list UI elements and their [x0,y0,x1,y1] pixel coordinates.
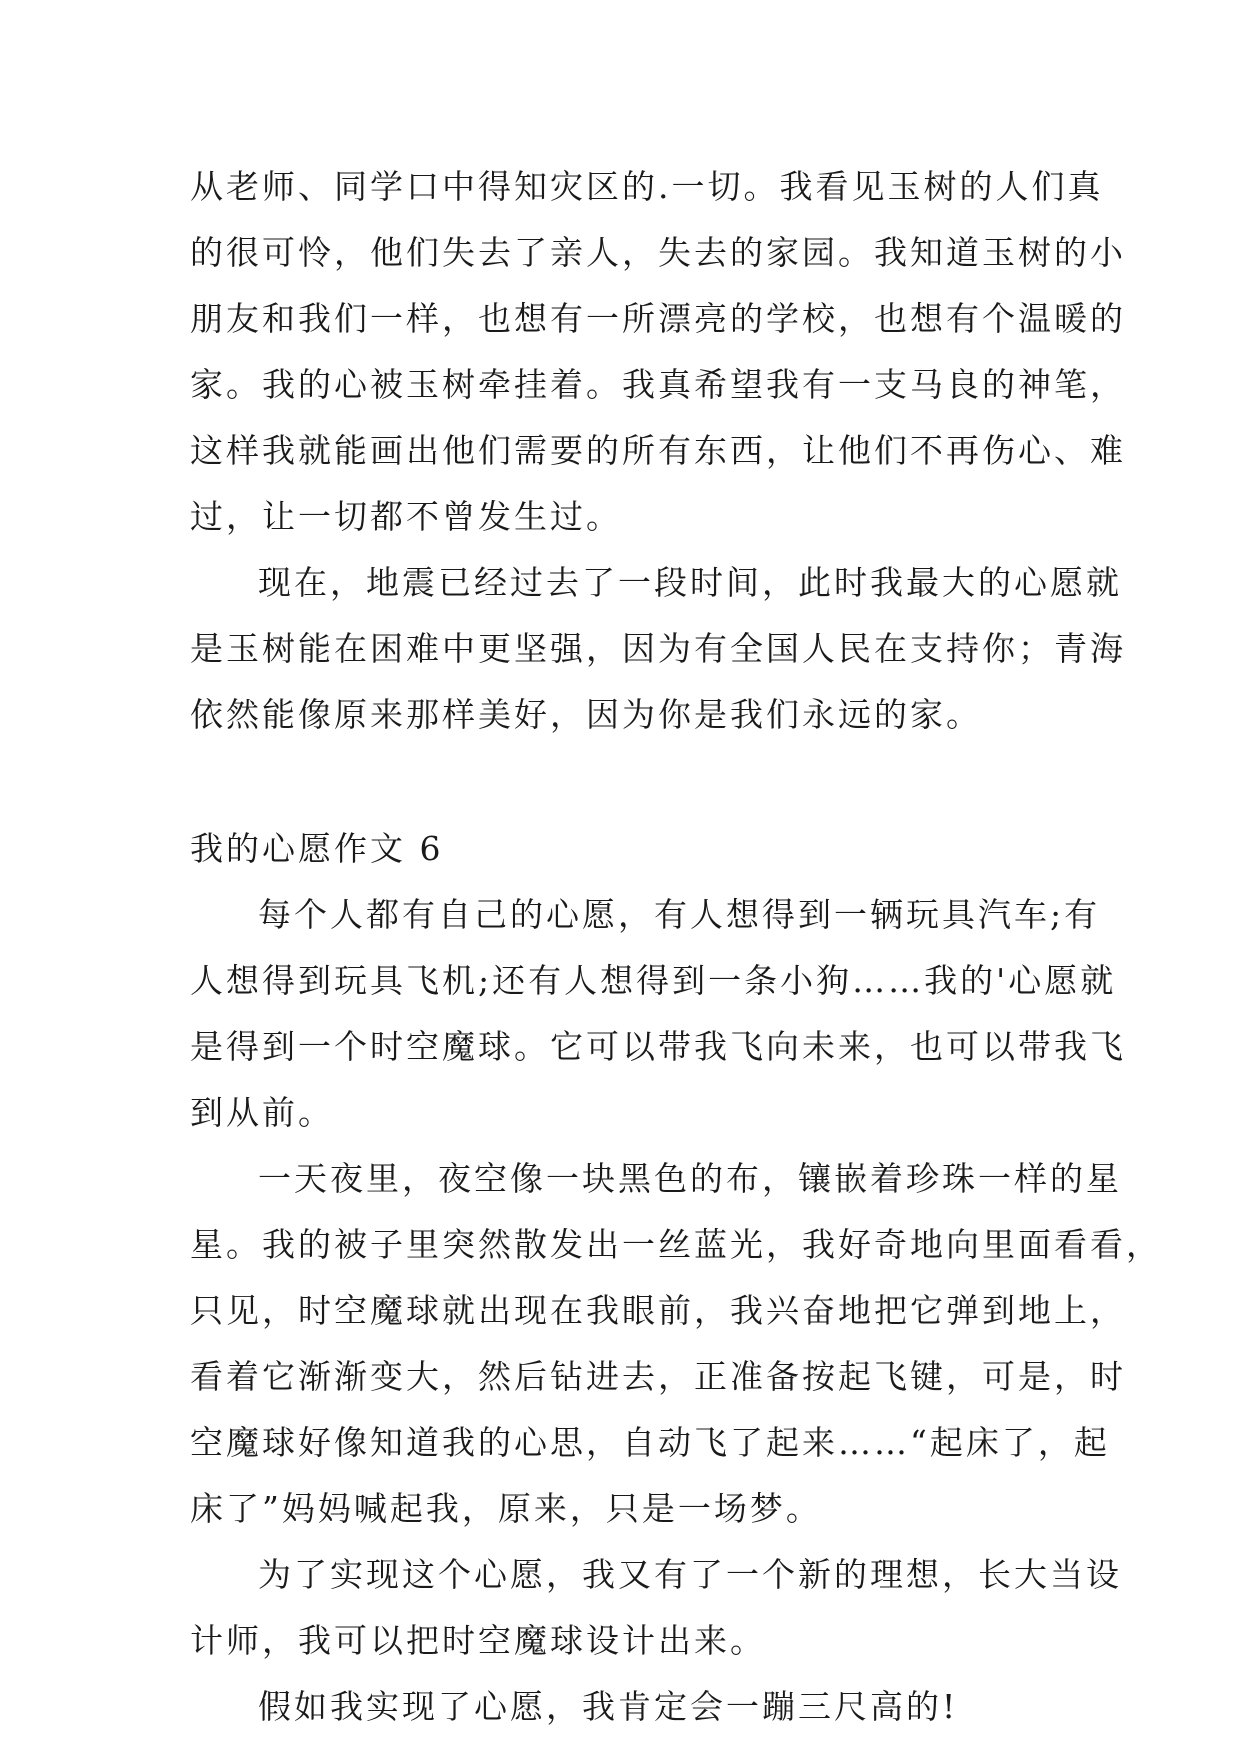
text-line: 一天夜里，夜空像一块黑色的布，镶嵌着珍珠一样的星 [258,1159,1122,1198]
text-line: 依然能像原来那样美好，因为你是我们永远的家。 [190,695,982,734]
text-line: 家。我的心被玉树牵挂着。我真希望我有一支马良的神笔， [190,365,1126,404]
text-line: 从老师、同学口中得知灾区的.一切。我看见玉树的人们真 [190,167,1104,206]
text-line: 现在，地震已经过去了一段时间，此时我最大的心愿就 [258,563,1122,602]
text-line: 为了实现这个心愿，我又有了一个新的理想，长大当设 [258,1555,1122,1594]
text-line: 每个人都有自己的心愿，有人想得到一辆玩具汽车;有 [258,895,1101,934]
text-line: 是玉树能在困难中更坚强，因为有全国人民在支持你；青海 [190,629,1126,668]
text-line: 假如我实现了心愿，我肯定会一蹦三尺高的! [258,1687,959,1726]
text-line: 这样我就能画出他们需要的所有东西，让他们不再伤心、难 [190,431,1126,470]
section-heading: 我的心愿作文 6 [190,829,444,868]
text-line: 的很可怜，他们失去了亲人，失去的家园。我知道玉树的小 [190,233,1126,272]
text-line: 计师，我可以把时空魔球设计出来。 [190,1621,766,1660]
text-line: 只见，时空魔球就出现在我眼前，我兴奋地把它弹到地上， [190,1291,1126,1330]
text-line: 过，让一切都不曾发生过。 [190,497,622,536]
text-line: 人想得到玩具飞机;还有人想得到一条小狗……我的'心愿就 [190,961,1117,1000]
text-line: 是得到一个时空魔球。它可以带我飞向未来，也可以带我飞 [190,1027,1126,1066]
text-line: 床了”妈妈喊起我，原来，只是一场梦。 [190,1489,822,1528]
text-line: 星。我的被子里突然散发出一丝蓝光，我好奇地向里面看看， [190,1225,1162,1264]
text-line: 朋友和我们一样，也想有一所漂亮的学校，也想有个温暖的 [190,299,1126,338]
text-line: 空魔球好像知道我的心思，自动飞了起来……“起床了，起 [190,1423,1110,1462]
text-line: 看着它渐渐变大，然后钻进去，正准备按起飞键，可是，时 [190,1357,1126,1396]
text-line: 到从前。 [190,1093,334,1132]
